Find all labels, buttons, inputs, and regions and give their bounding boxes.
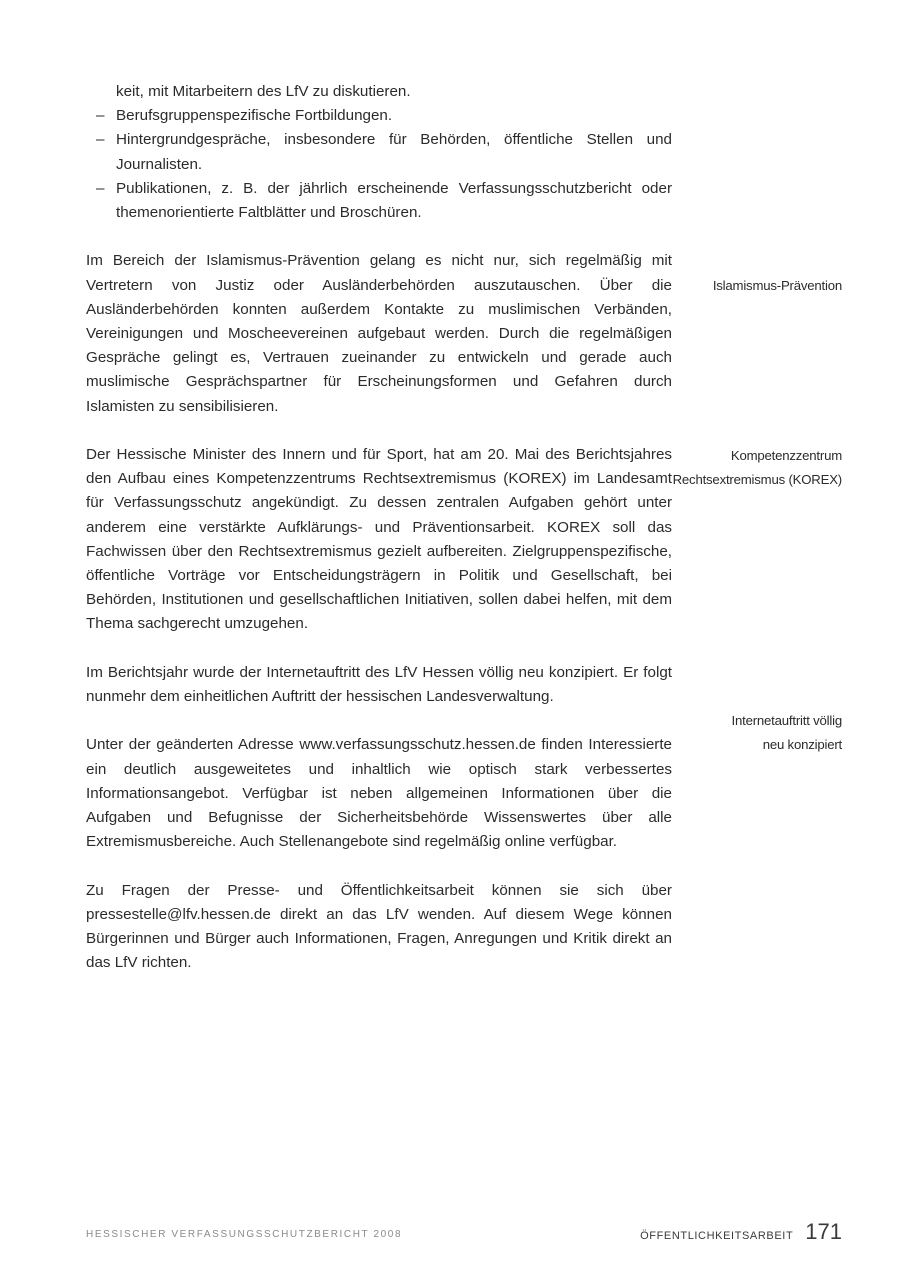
paragraph-internetauftritt: Im Berichtsjahr wurde der Internetauftritt des LfV Hessen völlig neu konzipiert. Er folgt nunmehr dem einheitlichen Auftritt der hessischen Landesverwaltung. (86, 663, 672, 706)
margin-note-korex (642, 444, 842, 492)
margin-note-line: Rechtsextremismus (KOREX) (672, 472, 842, 488)
bullet-item-fortbildungen (86, 104, 672, 128)
margin-note-internet (642, 709, 842, 757)
bullet-text: Berufsgruppenspezifische Fortbildungen. (116, 107, 393, 125)
bullet-list (86, 104, 672, 225)
margin-note-line: Internetauftritt völlig (731, 713, 842, 728)
bullet-item-hintergrundgespraeche (86, 128, 672, 176)
margin-note-line: neu konzipiert (762, 737, 842, 753)
paragraph-pressestelle: Zu Fragen der Presse- und Öffentlichkeitsarbeit können sie sich über pressestelle@lfv.hessen.de direkt an das LfV wenden. Auf diesem Wege können Bürgerinnen und Bürger auch Informationen, Fragen, Anregungen und Kritik direkt an das LfV richten. (86, 881, 672, 972)
paragraph-korex: Der Hessische Minister des Innern und für Sport, hat am 20. Mai des Berichtsjahres den Aufbau eines Kompetenzzentrums Rechtsextremismus (KOREX) im Landesamt für Verfassungsschutz angekündigt. Zu dessen zentralen Aufgaben gehört unter anderem eine verstärkte Aufklärungs- und Präventionsarbeit. KOREX soll das Fachwissen über den Rechtsextremismus gezielt aufbereiten. Zielgruppenspezifische, öffentliche Vorträge vor Entscheidungsträgern in Politik und Gesellschaft, bei Behörden, Institutionen und gesellschaftlichen Initiativen, sollen dabei helfen, mit dem Thema sachgerecht umzugehen. (86, 446, 672, 633)
footer-publication-title: HESSISCHER VERFASSUNGSSCHUTZBERICHT 2008 (86, 1229, 403, 1240)
footer-right (640, 1219, 842, 1245)
bullet-text: Publikationen, z. B. der jährlich erscheinende Verfassungsschutzbericht oder themenorientierte Faltblätter und Broschüren. (116, 179, 672, 222)
bullet-dash: – (96, 107, 105, 125)
main-text-column (86, 80, 672, 975)
bullet-dash: – (96, 131, 105, 149)
paragraph-islamismus: Im Bereich der Islamismus-Prävention gelang es nicht nur, sich regelmäßig mit Vertretern von Justiz oder Ausländerbehörden auszutauschen. Über die Ausländerbehörden konnten außerdem Kontakte zu muslimischen Verbänden, Vereinigungen und Moscheevereinen aufgebaut werden. Durch die regelmäßigen Gespräche gelingt es, Vertrauen zueinander zu entwickeln und gerade auch muslimische Gesprächspartner für Erscheinungsformen und Gefahren durch Islamisten zu sensibilisieren. (86, 252, 672, 415)
bullet-dash: – (96, 179, 105, 197)
margin-note-line: Kompetenzzentrum (730, 448, 842, 463)
margin-note-line: Islamismus-Prävention (712, 278, 842, 293)
footer-section-title: ÖFFENTLICHKEITSARBEIT (640, 1230, 794, 1242)
paragraph-website-address: Unter der geänderten Adresse www.verfassungsschutz.hessen.de finden Interessierte ein deutlich ausgeweitetes und inhaltlich wie optisch stark verbessertes Informationsangebot. Verfügbar ist neben allgemeinen Informationen über die Aufgaben und Befugnisse der Sicherheitsbehörde Wissenswertes über alle Extremismusbereiche. Auch Stellenangebote sind regelmäßig online verfügbar. (86, 736, 672, 851)
page-number: 171 (805, 1219, 842, 1244)
bullet-continuation-line: keit, mit Mitarbeitern des LfV zu diskutieren. (116, 83, 411, 100)
margin-note-islamismus (642, 274, 842, 298)
bullet-text: Hintergrundgespräche, insbesondere für Behörden, öffentliche Stellen und Journalisten. (116, 131, 672, 173)
bullet-item-publikationen (86, 177, 672, 225)
